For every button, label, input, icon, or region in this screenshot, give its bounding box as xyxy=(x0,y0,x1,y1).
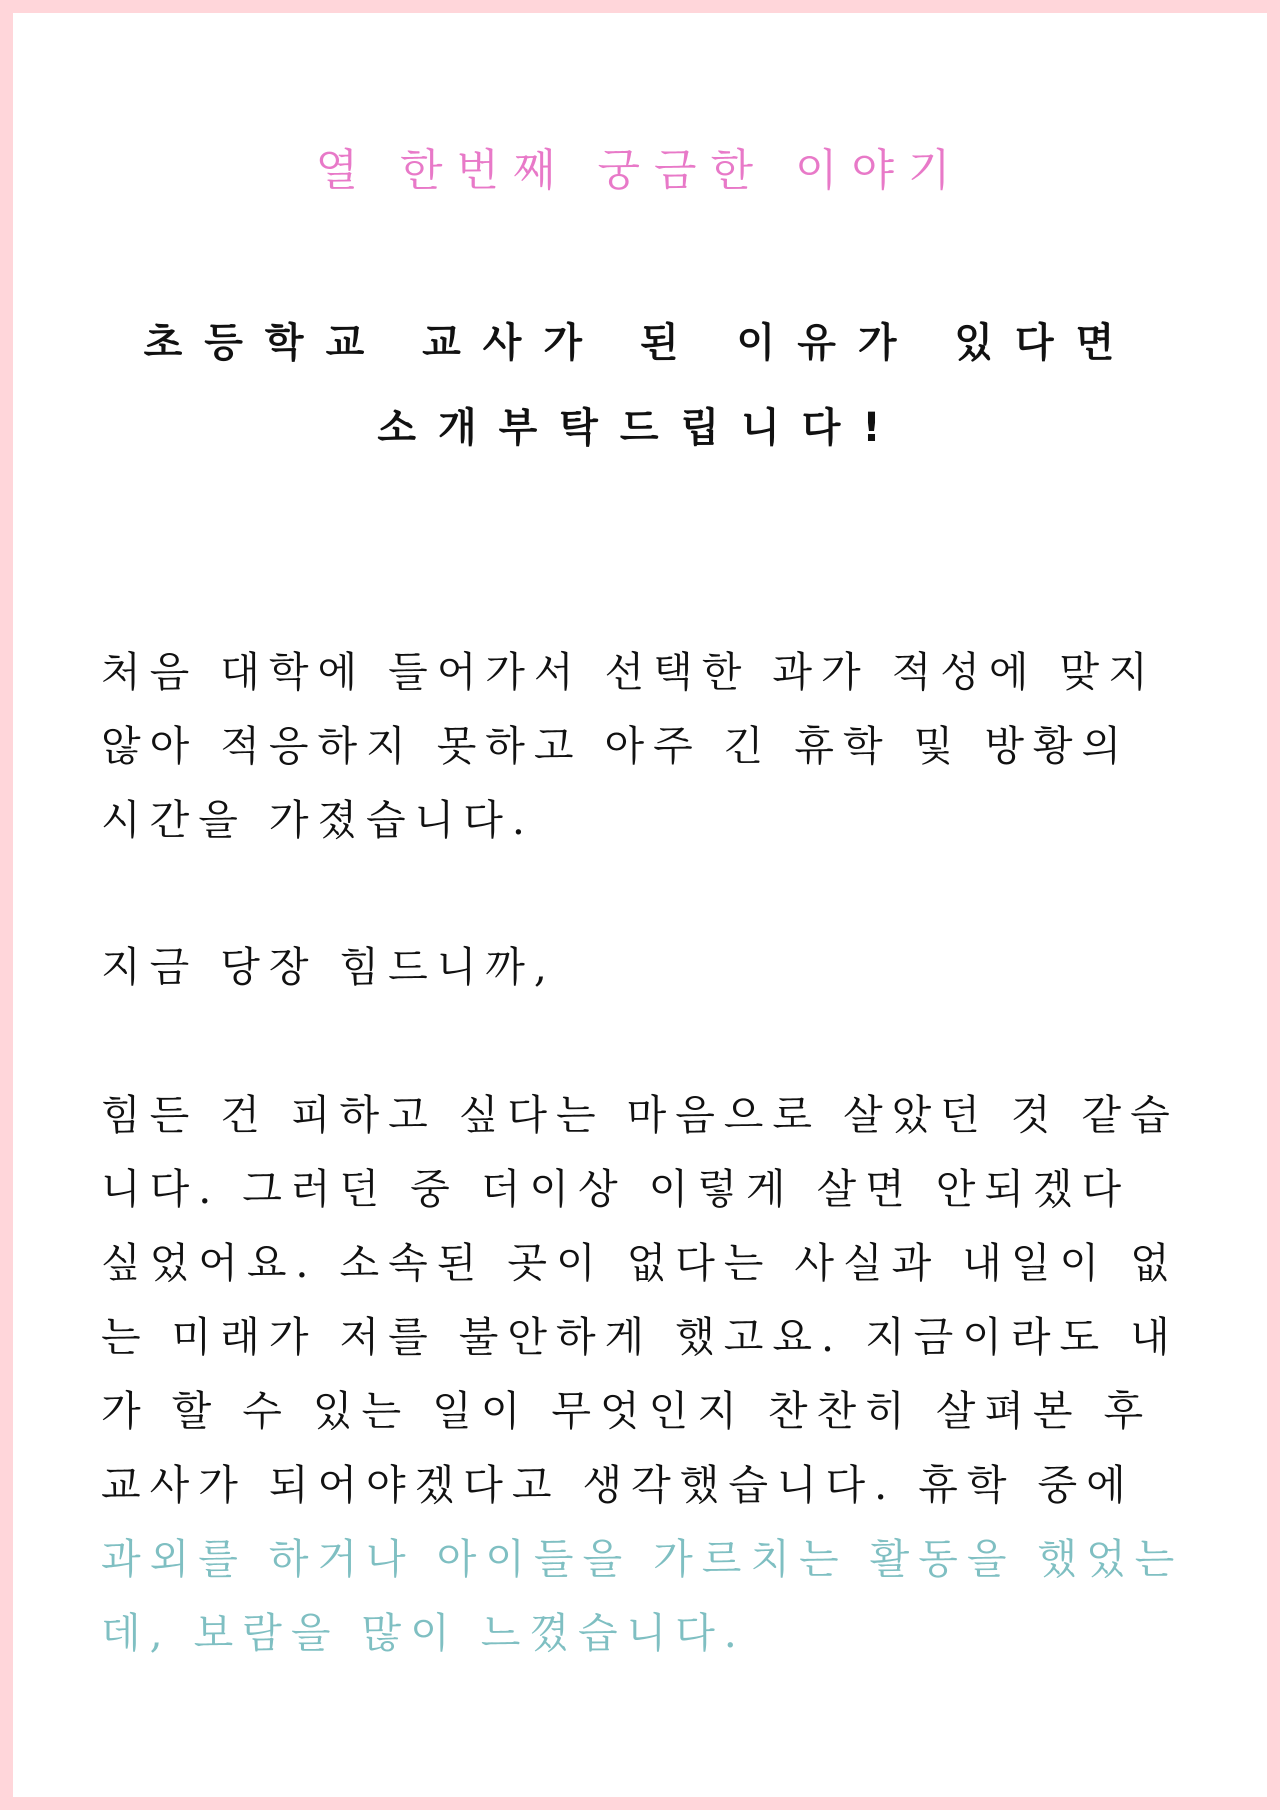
text-line: 는 미래가 저를 불안하게 했고요. 지금이라도 내 xyxy=(101,1313,1179,1361)
text-line: 가 할 수 있는 일이 무엇인지 찬찬히 살펴본 후 xyxy=(101,1387,1153,1435)
text-line: 교사가 되어야겠다고 생각했습니다. 휴학 중에 xyxy=(101,1461,1135,1509)
answer-paragraph-2 xyxy=(101,930,1211,1004)
episode-title: 열 한번째 궁금한 이야기 xyxy=(315,145,965,196)
document-page xyxy=(13,13,1267,1797)
text-line: 지금 당장 힘드니까, xyxy=(101,943,556,991)
highlighted-text-line: 과외를 하거나 아이들을 가르치는 활동을 했었는 xyxy=(101,1535,1184,1583)
text-line: 처음 대학에 들어가서 선택한 과가 적성에 맞지 xyxy=(101,648,1157,696)
text-line: 싶었어요. 소속된 곳이 없다는 사실과 내일이 없 xyxy=(101,1239,1179,1287)
text-line: 힘든 건 피하고 싶다는 마음으로 살았던 것 같습 xyxy=(101,1091,1179,1139)
question-line-2: 소개부탁드립니다! xyxy=(377,405,903,451)
question-line-1: 초등학교 교사가 된 이유가 있다면 xyxy=(143,320,1137,366)
highlighted-text-line: 데, 보람을 많이 느꼈습니다. xyxy=(101,1609,746,1657)
answer-paragraph-1 xyxy=(101,635,1211,857)
answer-paragraph-3 xyxy=(101,1078,1211,1670)
text-line: 않아 적응하지 못하고 아주 긴 휴학 및 방황의 xyxy=(101,722,1131,770)
text-line: 니다. 그러던 중 더이상 이렇게 살면 안되겠다 xyxy=(101,1165,1131,1213)
text-line: 시간을 가졌습니다. xyxy=(101,796,534,844)
